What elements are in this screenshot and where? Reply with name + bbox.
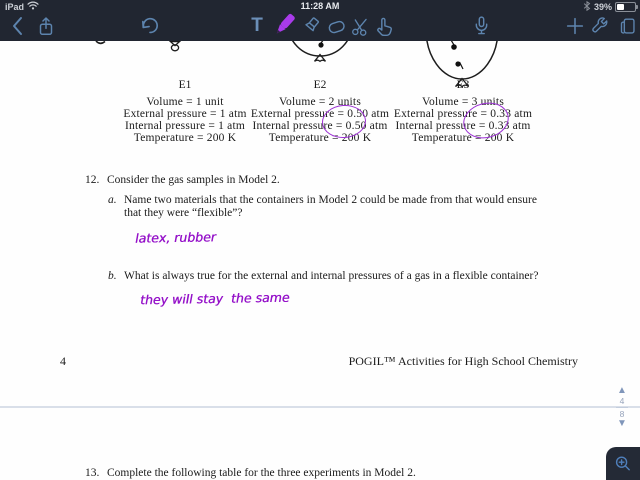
battery-percent: 39% bbox=[593, 2, 612, 12]
scissors-tool[interactable] bbox=[347, 13, 373, 39]
e2-external-pressure: External pressure = 0.50 atm bbox=[250, 108, 390, 120]
question-12 bbox=[85, 174, 605, 187]
hand-selection-tool[interactable] bbox=[371, 13, 397, 39]
footer-credit: POGIL™ Activities for High School Chemistry bbox=[348, 354, 578, 368]
e3-internal-pressure: Internal pressure = 0.33 atm bbox=[395, 120, 531, 132]
worksheet-page bbox=[0, 41, 640, 480]
e3-volume: Volume = 3 units bbox=[422, 96, 504, 108]
status-bar bbox=[0, 0, 640, 13]
e2-volume: Volume = 2 units bbox=[279, 96, 361, 108]
page-navigator-button[interactable] bbox=[615, 13, 640, 39]
undo-button[interactable] bbox=[137, 13, 163, 39]
page-nav-separator bbox=[616, 407, 628, 408]
add-note-button[interactable] bbox=[562, 13, 588, 39]
app-toolbar bbox=[0, 0, 640, 41]
page-nav-widget bbox=[610, 386, 634, 429]
bluetooth-icon bbox=[583, 1, 591, 13]
experiment-label-e1: E1 bbox=[178, 79, 192, 91]
question-13-number: 13. bbox=[85, 467, 100, 479]
page-nav-total: 8 bbox=[619, 409, 625, 419]
page-divider bbox=[0, 406, 640, 408]
handwritten-answer-a: latex, rubber bbox=[134, 229, 216, 246]
e1-external-pressure: External pressure = 1 atm bbox=[123, 108, 247, 120]
page-down-button[interactable]: ▼ bbox=[617, 418, 627, 429]
experiment-label-e2: E2 bbox=[313, 79, 327, 91]
question-12b-text: What is always true for the external and internal pressures of a gas in a flexible container? bbox=[124, 270, 539, 282]
question-12a-label: a. bbox=[108, 194, 117, 206]
e1-volume: Volume = 1 unit bbox=[146, 96, 224, 108]
question-12-text: Consider the gas samples in Model 2. bbox=[107, 174, 280, 186]
highlighter-tool[interactable] bbox=[297, 13, 323, 39]
handwritten-answer-b: they will stay the same bbox=[139, 289, 290, 308]
e1-temperature: Temperature = 200 K bbox=[133, 132, 237, 144]
question-12b-label: b. bbox=[108, 270, 117, 282]
e2-internal-pressure: Internal pressure = 0.50 atm bbox=[252, 120, 388, 132]
page-number: 4 bbox=[60, 354, 66, 368]
clock: 11:28 AM bbox=[300, 1, 340, 11]
question-12a-text bbox=[124, 194, 537, 220]
back-button[interactable] bbox=[5, 13, 31, 39]
record-mic-button[interactable] bbox=[468, 13, 494, 39]
device-label: iPad bbox=[5, 1, 25, 12]
page-nav-current: 4 bbox=[619, 396, 625, 406]
question-12a-line1: Name two materials that the containers in Model 2 could be made from that would ensure bbox=[124, 194, 537, 206]
text-tool-glyph: T bbox=[251, 15, 263, 36]
question-13-text: Complete the following table for the three experiments in Model 2. bbox=[107, 467, 416, 479]
e2-temperature: Temperature = 200 K bbox=[268, 132, 372, 144]
question-12-number: 12. bbox=[85, 174, 100, 186]
question-13 bbox=[85, 467, 605, 480]
e1-internal-pressure: Internal pressure = 1 atm bbox=[124, 120, 246, 132]
magnifier-icon bbox=[614, 455, 632, 473]
question-12a bbox=[108, 194, 578, 220]
page-up-button[interactable]: ▲ bbox=[617, 385, 627, 396]
e3-external-pressure: External pressure = 0.33 atm bbox=[393, 108, 533, 120]
eraser-tool[interactable] bbox=[323, 13, 349, 39]
question-12b bbox=[108, 270, 608, 283]
experiment-label-e3: E3 bbox=[456, 79, 470, 91]
settings-wrench-button[interactable] bbox=[588, 13, 614, 39]
question-12a-line2: that they were “flexible”? bbox=[124, 207, 243, 219]
magnifier-zoom-button[interactable] bbox=[606, 447, 640, 480]
e3-temperature: Temperature = 200 K bbox=[411, 132, 515, 144]
text-tool[interactable] bbox=[244, 13, 270, 39]
pen-tool-selected[interactable] bbox=[269, 10, 299, 40]
share-button[interactable] bbox=[33, 13, 59, 39]
battery-icon bbox=[615, 2, 636, 12]
